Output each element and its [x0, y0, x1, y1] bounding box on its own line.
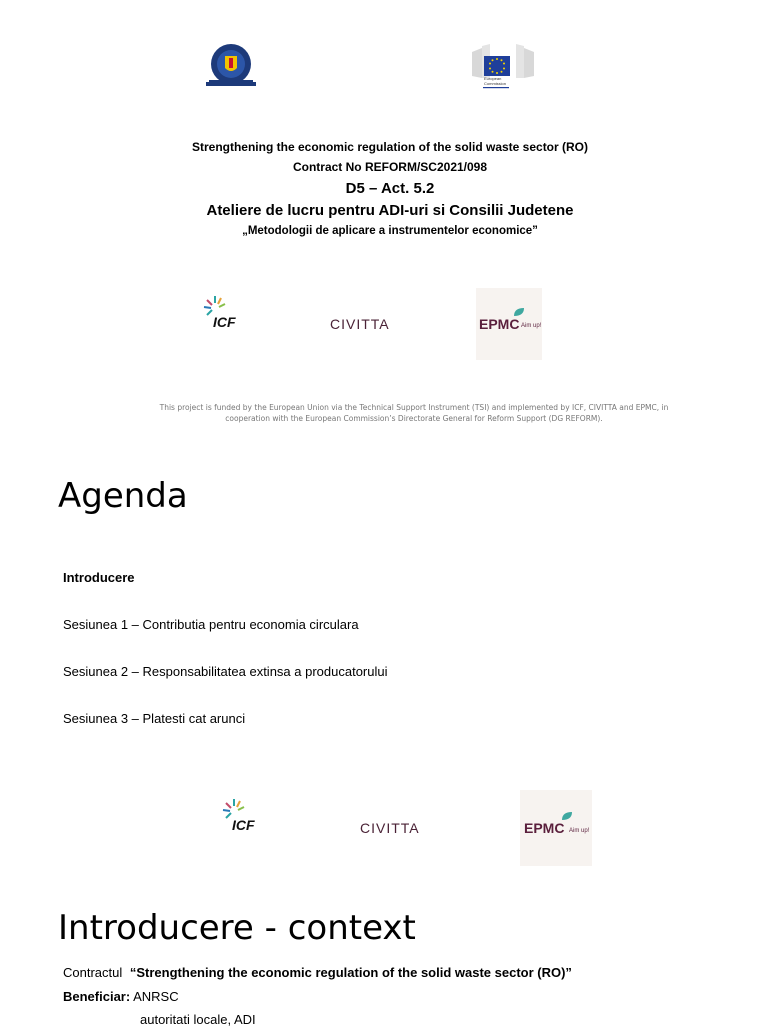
- contract-value: “Strengthening the economic regulation of the solid waste sector (RO)”: [129, 965, 572, 980]
- contract-label: Contractul: [63, 965, 123, 980]
- epmc-logo: [520, 790, 592, 866]
- agenda-item: Introducere: [63, 570, 135, 585]
- european-commission-logo-icon: [468, 44, 536, 90]
- civitta-logo: CIVITTA: [330, 316, 390, 332]
- deliverable-title: D5 – Act. 5.2: [345, 180, 435, 197]
- title-block: [120, 137, 660, 240]
- icf-label: ICF: [232, 817, 255, 833]
- contract-line: [63, 965, 572, 980]
- intro-heading: Introducere - context: [58, 908, 416, 948]
- civitta-logo: CIVITTA: [360, 820, 420, 836]
- icf-logo: [222, 797, 272, 837]
- funding-note: This project is funded by the European Union via the Technical Support Instrument (TSI) and implemented by ICF, CIVITTA and EPMC, in cooperation with the European Commission’s Directorate General for Reform Support (DG REFORM).: [159, 403, 669, 423]
- icf-logo: [203, 294, 253, 334]
- ec-logo-text: European Commission: [484, 76, 507, 86]
- agenda-item: Sesiunea 1 – Contributia pentru economia circulara: [63, 617, 359, 632]
- epmc-label: EPMC: [524, 820, 565, 836]
- beneficiary-extra: autoritati locale, ADI: [140, 1012, 256, 1027]
- workshop-subtitle: „Metodologii de aplicare a instrumentelor economice”: [242, 225, 538, 237]
- epmc-tagline: Aim up!: [521, 323, 542, 329]
- icf-label: ICF: [213, 314, 236, 330]
- epmc-tagline: Aim up!: [569, 828, 590, 834]
- agenda-item: Sesiunea 3 – Platesti cat arunci: [63, 711, 246, 726]
- contract-number: Contract No REFORM/SC2021/098: [292, 160, 488, 174]
- romania-government-seal-icon: [203, 42, 259, 90]
- epmc-label: EPMC: [479, 316, 520, 332]
- agenda-item: Sesiunea 2 – Responsabilitatea extinsa a producatorului: [63, 664, 388, 679]
- beneficiary-value: ANRSC: [133, 989, 179, 1004]
- workshop-title: Ateliere de lucru pentru ADI-uri si Consilii Judetene: [206, 202, 574, 219]
- beneficiary-label: Beneficiar:: [63, 989, 131, 1004]
- epmc-logo: [476, 288, 542, 360]
- agenda-heading: Agenda: [58, 476, 188, 516]
- project-title: Strengthening the economic regulation of the solid waste sector (RO): [191, 140, 589, 154]
- beneficiary-line: [63, 989, 179, 1004]
